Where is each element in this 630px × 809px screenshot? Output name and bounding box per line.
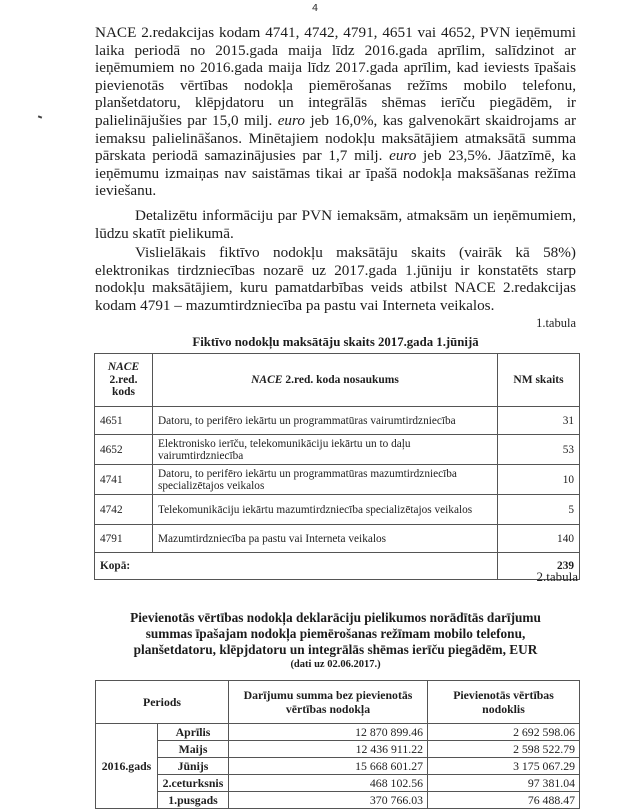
- nace-code: 4651: [95, 407, 153, 435]
- scan-artifact: [38, 115, 42, 118]
- amount-value: 370 766.03: [229, 792, 428, 809]
- table2-subtitle: (dati uz 02.06.2017.): [290, 659, 381, 670]
- table-row: [95, 407, 580, 435]
- table-row: [96, 792, 580, 809]
- amount-value: 468 102.56: [229, 775, 428, 792]
- table1-title: Fiktīvo nodokļu maksātāju skaits 2017.gada 1.jūnijā: [192, 335, 479, 349]
- period-label: 1.pusgads: [158, 792, 229, 809]
- total-row: [95, 553, 580, 580]
- paragraph-pvn-revenue: NACE 2.redakcijas kodam 4741, 4742, 4791, 4651 vai 4652, PVN ieņēmumi laika periodā no 2015.gada maija līdz 2016.gada aprīlim, salīdzinot ar ieņēmumiem no 2016.gada maija līdz 2017.gada aprīlim, kad ieviests īpašais pievienotās vērtības nodokļa piemērošanas režīms mobilo telefonu, planšetdatoru, klēpjdatoru un integrālās shēmas ierīču piegādēm, ir palielinājušies par 15,0 milj. euro jeb 16,0%, kas galvenokārt skaidrojams ar iemaksu palielināšanos. Minētajiem nodokļu maksātājiem atmaksātā summa pārskata periodā samazinājusies par 1,7 milj. euro jeb 23,5%. Jāatzīmē, ka ieņēmumu izmaiņas nav saistāmas tikai ar īpašā nodokļa maksāšanas režīma ieviešanu.: [95, 24, 577, 200]
- table1-reference: 1.tabula: [536, 316, 576, 330]
- header-nace-code: NACE 2.red. kods: [95, 354, 153, 407]
- nace-name: Elektronisko ierīču, telekomunikāciju iekārtu un to daļu vairumtirdzniecība: [153, 435, 498, 465]
- amount-value: 12 870 899.46: [229, 724, 428, 741]
- total-label: Kopā:: [95, 553, 498, 580]
- nace-name: Mazumtirdzniecība pa pastu vai Interneta veikalos: [153, 525, 498, 553]
- taxpayer-count: 10: [498, 465, 580, 495]
- period-label: 2.ceturksnis: [158, 775, 229, 792]
- amount-value: 12 436 911.22: [229, 741, 428, 758]
- nace-name: Datoru, to perifēro iekārtu un programmatūras vairumtirdzniecība: [153, 407, 498, 435]
- table-row: [96, 775, 580, 792]
- year-label: 2016.gads: [96, 724, 158, 809]
- nace-code: 4741: [95, 465, 153, 495]
- period-label: Jūnijs: [158, 758, 229, 775]
- period-label: Aprīlis: [158, 724, 229, 741]
- total-value: 239: [498, 553, 580, 580]
- table2-title: Pievienotās vērtības nodokļa deklarāciju pielikumos norādītās darījumu summas īpašajam nodokļa piemērošanas režīmam mobilo telefonu, planšetdatoru, klēpjdatoru un integrālās shēmas ierīču piegādēm, EUR (dati uz 02.06.2017.): [95, 610, 576, 671]
- header-vat: Pievienotās vērtības nodoklis: [428, 681, 580, 724]
- paragraph-fictitious-taxpayers: Vislielākais fiktīvo nodokļu maksātāju skaits (vairāk kā 58%) elektronikas tirdzniecības nozarē uz 2017.gada 1.jūniju ir konstatēts starp nodokļu maksātājiem, kuru pamatdarbības veids atbilst NACE 2.redakcijas kodam 4791 – mazumtirdzniecība pa pastu vai Interneta veikalos.: [95, 244, 576, 314]
- amount-value: 15 668 601.27: [229, 758, 428, 775]
- taxpayer-count: 140: [498, 525, 580, 553]
- nace-name: Datoru, to perifēro iekārtu un programmatūras mazumtirdzniecība specializētajos veikalos: [153, 465, 498, 495]
- vat-value: 2 598 522.79: [428, 741, 580, 758]
- fictitious-taxpayers-table: [94, 353, 580, 580]
- table-row: [96, 758, 580, 775]
- vat-value: 76 488.47: [428, 792, 580, 809]
- taxpayer-count: 31: [498, 407, 580, 435]
- table-row: [95, 465, 580, 495]
- page-number: 4: [311, 3, 319, 14]
- taxpayer-count: 53: [498, 435, 580, 465]
- table-row: [95, 495, 580, 525]
- vat-value: 2 692 598.06: [428, 724, 580, 741]
- nace-code: 4652: [95, 435, 153, 465]
- table-row: [95, 435, 580, 465]
- header-count: NM skaits: [498, 354, 580, 407]
- table-row: [96, 741, 580, 758]
- nace-name: Telekomunikāciju iekārtu mazumtirdzniecība specializētajos veikalos: [153, 495, 498, 525]
- vat-value: 3 175 067.29: [428, 758, 580, 775]
- nace-code: 4742: [95, 495, 153, 525]
- header-period: Periods: [96, 681, 229, 724]
- table2-reference: 2.tabula: [536, 569, 578, 584]
- paragraph-details-reference: Detalizētu informāciju par PVN iemaksām, atmaksām un ieņēmumiem, lūdzu skatīt pielikumā.: [95, 207, 576, 242]
- vat-value: 97 381.04: [428, 775, 580, 792]
- header-nace-name: NACE 2.red. koda nosaukums: [153, 354, 498, 407]
- transaction-sums-table: [95, 680, 580, 809]
- table-row: [96, 724, 580, 741]
- taxpayer-count: 5: [498, 495, 580, 525]
- table-row: [95, 525, 580, 553]
- header-amount: Darījumu summa bez pievienotās vērtības nodokļa: [229, 681, 428, 724]
- period-label: Maijs: [158, 741, 229, 758]
- nace-code: 4791: [95, 525, 153, 553]
